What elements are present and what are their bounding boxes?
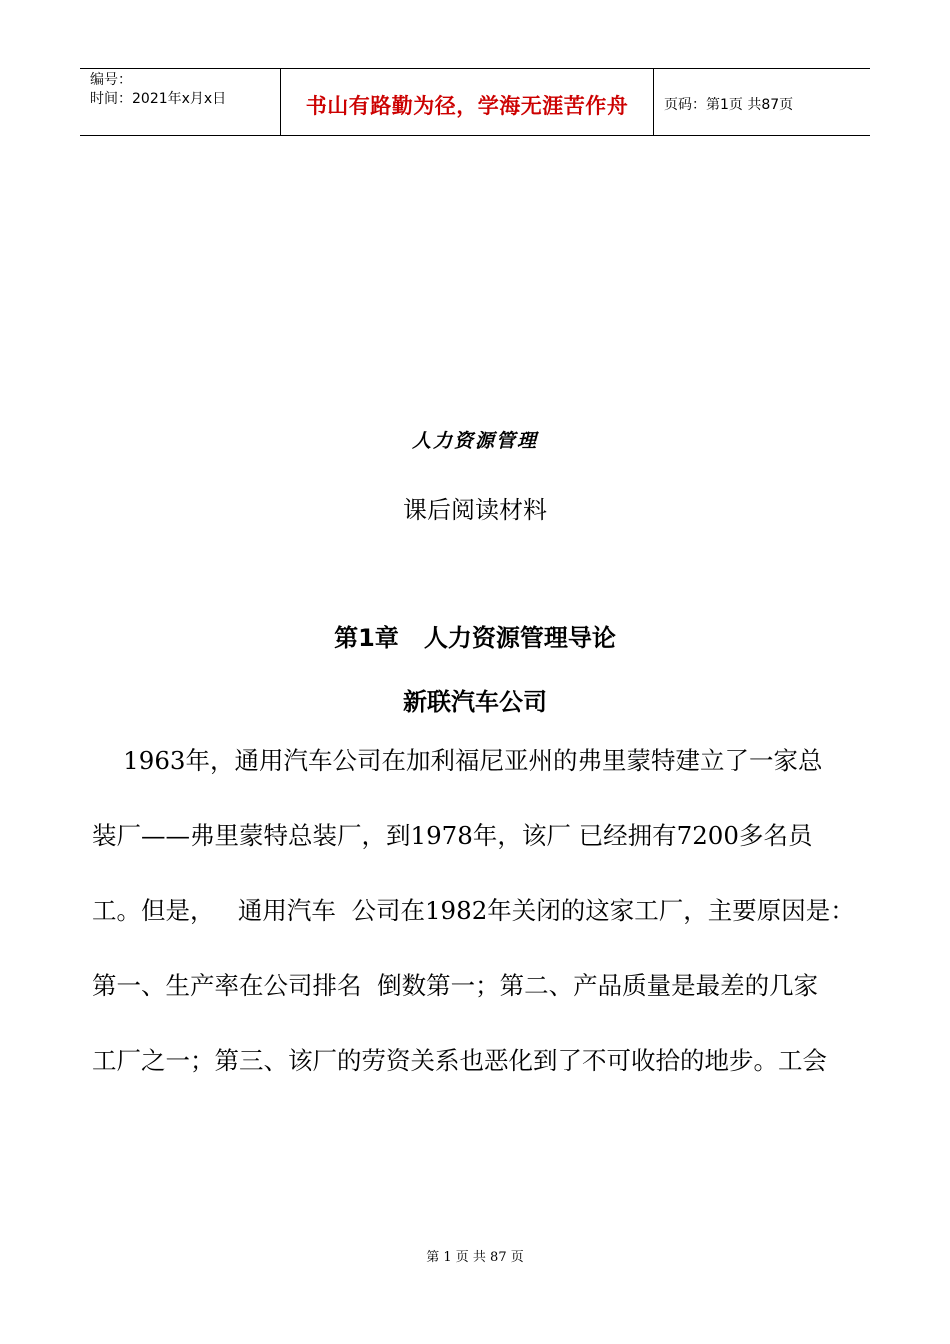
document-subtitle: 课后阅读材料 <box>403 496 547 524</box>
document-number-label: 编号： <box>90 72 132 88</box>
header-page-info: 页码：第1页 共87页 <box>664 97 794 113</box>
header-meta-cell <box>80 69 281 135</box>
document-date-label: 时间：2021年x月x日 <box>90 91 227 107</box>
body-paragraph-line: 装厂——弗里蒙特总装厂，到1978年，该厂 已经拥有7200多名员 <box>92 821 813 850</box>
body-paragraph-line: 1963年，通用汽车公司在加利福尼亚州的弗里蒙特建立了一家总 <box>92 746 823 775</box>
header-motto: 书山有路勤为径，学海无涯苦作舟 <box>281 69 654 135</box>
page-header <box>80 68 870 136</box>
section-heading: 新联汽车公司 <box>403 688 547 716</box>
chapter-heading: 第1章 人力资源管理导论 <box>334 624 616 652</box>
body-paragraph-line: 工。但是， 通用汽车 公司在1982年关闭的这家工厂，主要原因是： <box>92 896 855 925</box>
page-footer: 第 1 页 共 87 页 <box>426 1250 524 1265</box>
document-title: 人力资源管理 <box>411 430 538 452</box>
body-paragraph-line: 工厂之一；第三、该厂的劳资关系也恶化到了不可收拾的地步。工会 <box>92 1046 827 1075</box>
body-paragraph-line: 第一、生产率在公司排名 倒数第一；第二、产品质量是最差的几家 <box>92 971 819 1000</box>
